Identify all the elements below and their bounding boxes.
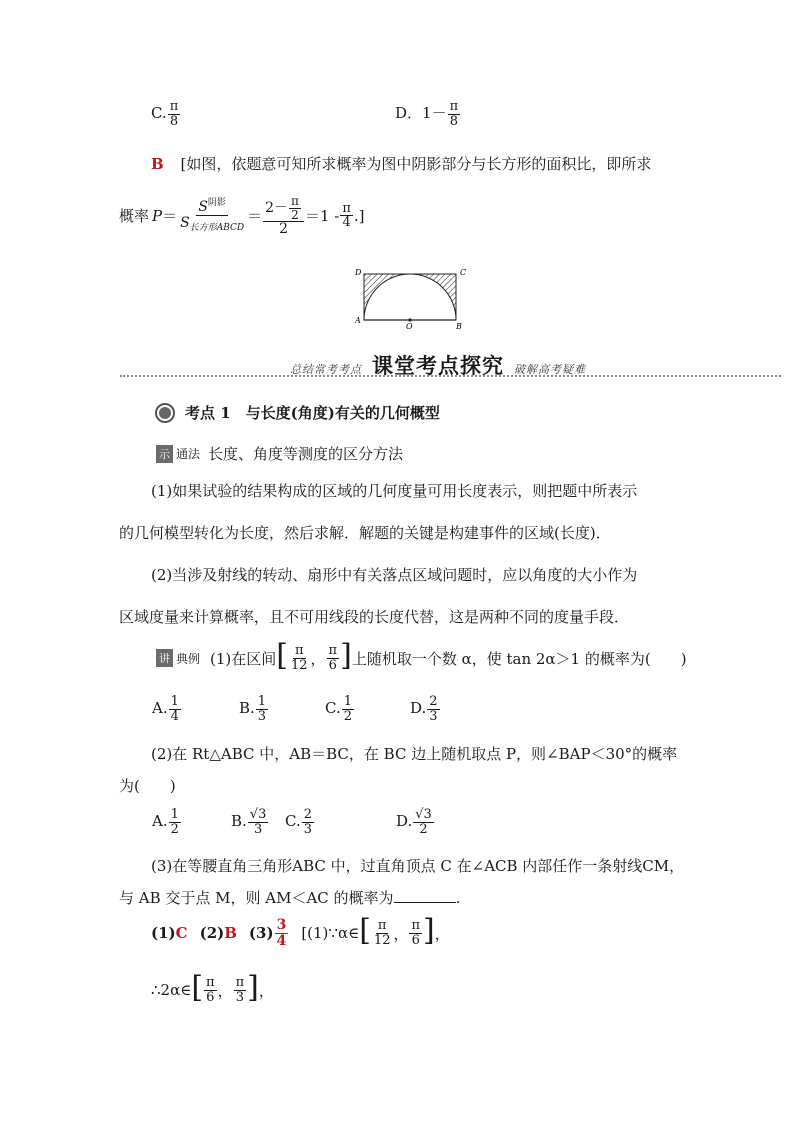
fraction: $\frac{\pi}{12}$ bbox=[373, 918, 391, 948]
option-d: D．1－ $\frac{\pi}{8}$ bbox=[395, 99, 459, 129]
option-c: C. $\frac{\pi}{8}$ bbox=[151, 99, 179, 129]
label-d: D bbox=[355, 268, 362, 277]
q1-option-c: C. $\frac{1}{2}$ bbox=[325, 694, 352, 724]
answer-3: $\frac{3}{4}$ bbox=[276, 917, 287, 949]
solution-line-1: (1) C (2) B (3) $\frac{3}{4}$ [(1)∵α∈ [ $\frac{\pi}{12}$ ， $\frac{\pi}{6}$ ] ， bbox=[151, 913, 450, 949]
q2-option-d: D. $\frac{√3}{2}$ bbox=[396, 807, 432, 837]
answer-line-2: 概率 P ＝ $\frac{S^{阴影}}{S_{长方形ABCD}}$ ＝ 2－ $\frac{\pi}{2}$ 2 ＝1 - $\frac{\pi}{4}$ .] bbox=[119, 194, 365, 238]
q2-option-c: C. $\frac{2}{3}$ bbox=[285, 807, 312, 837]
fraction: $\frac{\pi}{4}$ bbox=[342, 200, 351, 231]
q2-option-a: A. $\frac{1}{2}$ bbox=[152, 807, 179, 837]
fraction: $\frac{\pi}{6}$ bbox=[411, 918, 421, 948]
paragraph-1-line-2: 的几何模型转化为长度，然后求解．解题的关键是构建事件的区域(长度)． bbox=[119, 524, 611, 542]
q2-options bbox=[152, 808, 452, 848]
answer-2: B bbox=[224, 924, 237, 943]
section-title: 考点 1 与长度(角度)有关的几何概型 bbox=[155, 402, 440, 423]
tag-icon: 讲 bbox=[156, 649, 173, 667]
example-q2-line-1: (2)在 Rt△ABC 中，AB＝BC，在 BC 边上随机取点 P，则∠BAP＜30°的概率 bbox=[151, 745, 678, 763]
label-c: C bbox=[460, 268, 467, 277]
fraction: $\frac{\pi}{6}$ bbox=[328, 642, 338, 673]
banner-rule bbox=[120, 375, 781, 377]
label-b: B bbox=[456, 322, 462, 331]
fraction: $\frac{\pi}{6}$ bbox=[206, 974, 215, 1005]
answer-blank bbox=[394, 888, 456, 903]
q1-option-d: D. $\frac{2}{3}$ bbox=[410, 694, 438, 724]
fraction: $\frac{\pi}{3}$ bbox=[235, 974, 245, 1005]
circle-bullet-icon bbox=[155, 403, 175, 423]
method-subtitle: 示 通法 长度、角度等测度的区分方法 bbox=[156, 443, 403, 464]
solution-line-2: ∴2α∈ [ $\frac{\pi}{6}$ ， $\frac{\pi}{3}$ ] ， bbox=[151, 970, 274, 1005]
example-q1: 讲 典例 (1)在区间 [ $\frac{\pi}{12}$ ， $\frac{\pi}{6}$ ] 上随机取一个数 α，使 tan 2α＞1 的概率为( ) bbox=[156, 643, 687, 673]
banner-right: 破解高考疑难 bbox=[514, 363, 586, 376]
tag-icon: 示 bbox=[156, 445, 173, 463]
q1-option-a: A. $\frac{1}{4}$ bbox=[152, 694, 179, 724]
answer-1: C bbox=[175, 924, 188, 943]
q1-options bbox=[152, 695, 452, 731]
example-q3-line-1: (3)在等腰直角三角形ABC 中，过直角顶点 C 在∠ACB 内部任作一条射线CM， bbox=[151, 857, 685, 875]
label-a: A bbox=[355, 316, 361, 325]
value-fraction: 2－ $\frac{\pi}{2}$ 2 bbox=[263, 195, 304, 237]
banner-left: 总结常考考点 bbox=[290, 363, 362, 376]
fraction: $\frac{\pi}{12}$ bbox=[290, 642, 308, 673]
answer-letter: B bbox=[151, 155, 164, 173]
ratio-fraction: $\frac{S^{阴影}}{S_{长方形ABCD}}$ bbox=[180, 197, 245, 233]
semicircle-diagram bbox=[352, 265, 472, 333]
paragraph-2-line-1: (2)当涉及射线的转动、扇形中有关落点区域问题时，应以角度的大小作为 bbox=[151, 566, 638, 584]
section-banner bbox=[120, 345, 781, 381]
example-q3-line-2: 与 AB 交于点 M，则 AM＜AC 的概率为 . bbox=[119, 889, 461, 907]
banner-title: 课堂考点探究 bbox=[372, 353, 504, 378]
label-o: O bbox=[406, 322, 413, 331]
answer-line-1: B [如图，依题意可知所求概率为图中阴影部分与长方形的面积比，即所求 bbox=[151, 155, 652, 173]
paragraph-1-line-1: (1)如果试验的结果构成的区域的几何度量可用长度表示，则把题中所表示 bbox=[151, 482, 638, 500]
fraction: $\frac{\pi}{8}$ bbox=[169, 99, 179, 129]
paragraph-2-line-2: 区域度量来计算概率，且不可用线段的长度代替，这是两种不同的度量手段． bbox=[119, 608, 630, 626]
fraction: $\frac{\pi}{8}$ bbox=[449, 99, 459, 129]
q1-option-b: B. $\frac{1}{3}$ bbox=[239, 694, 267, 724]
example-q2-line-2: 为( ) bbox=[119, 777, 176, 795]
q2-option-b: B. $\frac{√3}{3}$ bbox=[231, 807, 267, 837]
